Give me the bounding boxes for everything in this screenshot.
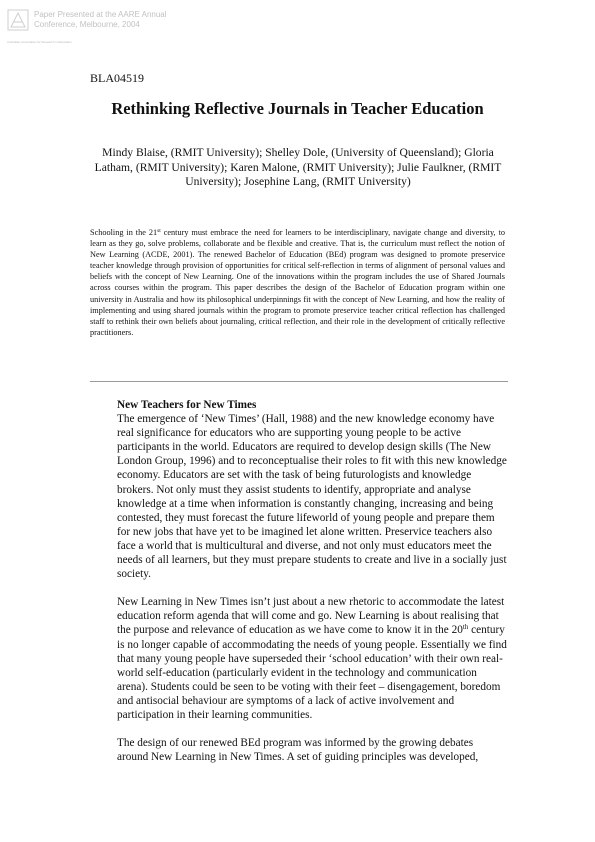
paragraph-1: The emergence of ‘New Times’ (Hall, 1988) and the new knowledge economy have real significance for educators who are supporting young people to be active participants in the world. Educators are required to develop design skills (The New London Group, 1996) and to reconceptualise their roles to fit with this new knowledge economy. Educators are set with the task of being futurologists and knowledge brokers. Not only must they assist students to identify, appropriate and analyse knowledge at a time when information is constantly changing, increasing and being contested, they must forecast the future lifeworld of young people and prepare them for new jobs that have yet to be imagined let alone written. Preservice teachers also face a world that is multicultural and diverse, and not only must educators meet the needs of all learners, but they must prepare students to create and live in a socially just society.	[117, 413, 507, 581]
body-section	[117, 398, 507, 778]
paper-title: Rethinking Reflective Journals in Teacher Education	[111, 99, 484, 118]
conference-header-line1: Paper Presented at the AARE Annual	[34, 10, 167, 19]
aare-logo-icon	[7, 9, 29, 39]
document-id: BLA04519	[90, 71, 144, 85]
paragraph-2-superscript: th	[462, 623, 469, 632]
paragraph-3: The design of our renewed BEd program was informed by the growing debates around New Learning in New Times. A set of guiding principles was developed,	[117, 737, 479, 764]
abstract-text-rest: century must embrace the need for learners to be interdisciplinary, navigate change and diversity, to learn as they go, solve problems, collaborate and be flexible and creative. That is, the curriculum must reflect the notion of New Learning (ACDE, 2001). The renewed Bachelor of Education (BEd) program was designed to promote preservice teacher knowledge through provision of opportunities for critical self-reflection in terms of alignment of personal values and beliefs with the concept of New Learning. One of the innovations within the program includes the use of Shared Journals across courses within the program. This paper describes the design of the Bachelor of Education program within one university in Australia and how its philosophical underpinnings fit with the concept of New Learning, and how the reality of implementing and using shared journals within the program to promote preservice teacher critical reflection has challenged staff to rethink their own beliefs about journaling, critical reflection, and their role in the development of critically reflective practitioners.	[90, 228, 505, 337]
conference-header-line2: Conference, Melbourne, 2004	[34, 20, 140, 29]
conference-header	[34, 10, 167, 30]
author-list: Mindy Blaise, (RMIT University); Shelley Dole, (University of Queensland); Gloria Latham, (RMIT University); Karen Malone, (RMIT University); Julie Faulkner, (RMIT University); Josephine Lang, (RMIT University)	[94, 146, 502, 188]
abstract-text-start: Schooling in the 21	[90, 228, 158, 237]
section-heading: New Teachers for New Times	[117, 399, 257, 411]
paragraph-2-rest: century is no longer capable of accommodating the needs of young people. Essentially we find that many young people have superseded their ‘school education’ with their own real-world self-education (particularly evident in the technology and communication arena). Students could be seen to be voting with their feet – disengagement, boredom and antisocial behaviour are symptoms of a lack of active involvement and participation in their learning communities.	[117, 624, 507, 721]
paragraph-2-start: New Learning in New Times isn’t just about a new rhetoric to accommodate the latest education reform agenda that will come and go. New Learning is about realising that the purpose and relevance of education as we have come to know it in the 20	[117, 596, 505, 637]
paragraph-2	[117, 595, 507, 722]
section-divider	[90, 381, 508, 382]
abstract-superscript: st	[157, 228, 161, 234]
aare-logo-text: Australian Association for Research in Education	[7, 40, 72, 44]
abstract	[90, 227, 505, 338]
